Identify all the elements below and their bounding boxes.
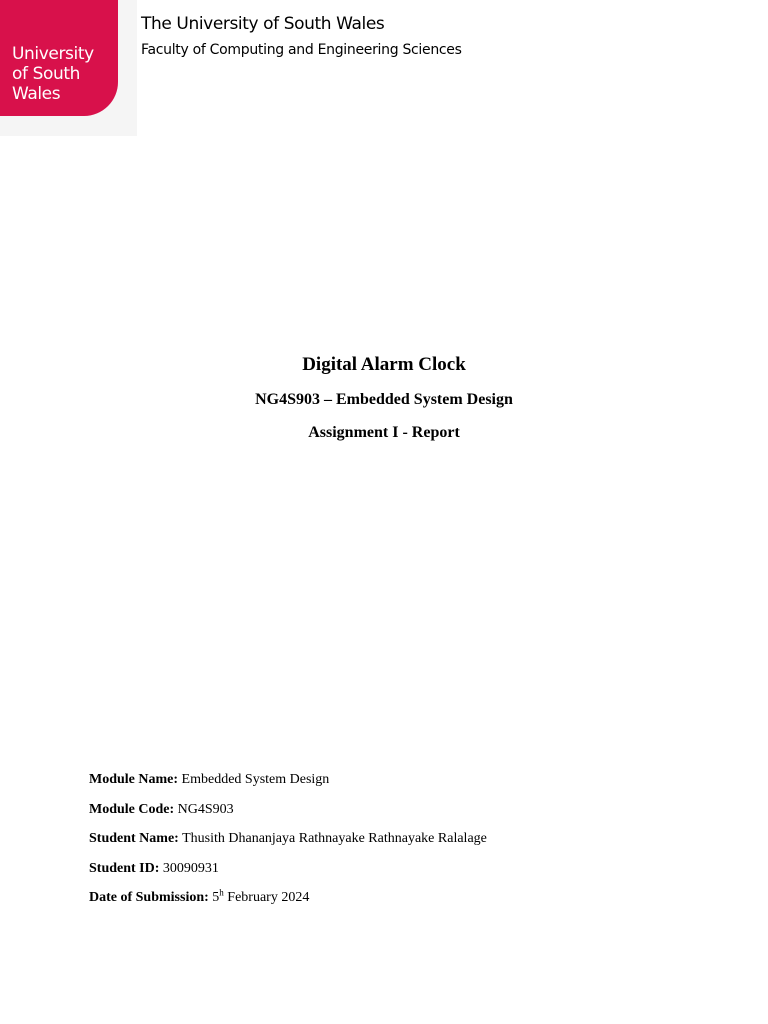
- student-id-value: 30090931: [162, 860, 219, 876]
- assignment-title: Assignment I - Report: [308, 424, 460, 441]
- submission-date-row: [89, 888, 487, 918]
- module-name-value: Embedded System Design: [181, 772, 330, 787]
- student-name-row: [89, 829, 487, 859]
- university-name: The University of South Wales: [141, 14, 385, 34]
- submission-date-label: Date of Submission:: [89, 890, 209, 906]
- module-code-row: [89, 800, 487, 830]
- module-code-value: NG4S903: [177, 801, 234, 817]
- student-name-label: Student Name:: [89, 831, 179, 847]
- student-id-label: Student ID:: [89, 860, 160, 876]
- submission-details: [89, 770, 487, 918]
- faculty-name: Faculty of Computing and Engineering Sciences: [141, 42, 462, 58]
- logo-text-line-2: of South: [12, 64, 80, 84]
- university-logo: [0, 0, 118, 116]
- module-name-label: Module Name:: [89, 772, 179, 787]
- student-id-row: [89, 859, 487, 889]
- submission-day-suffix: h: [219, 887, 224, 898]
- module-name-row: [89, 770, 487, 800]
- submission-month-year: February 2024: [227, 890, 310, 906]
- submission-day: 5: [212, 890, 220, 906]
- logo-text-line-1: University: [12, 44, 94, 64]
- module-title: NG4S903 – Embedded System Design: [255, 391, 513, 408]
- module-code-label: Module Code:: [89, 801, 175, 817]
- report-title: Digital Alarm Clock: [302, 354, 466, 375]
- student-name-value: Thusith Dhananjaya Rathnayake Rathnayake Ralalage: [182, 831, 487, 847]
- logo-text-line-3: Wales: [12, 84, 61, 104]
